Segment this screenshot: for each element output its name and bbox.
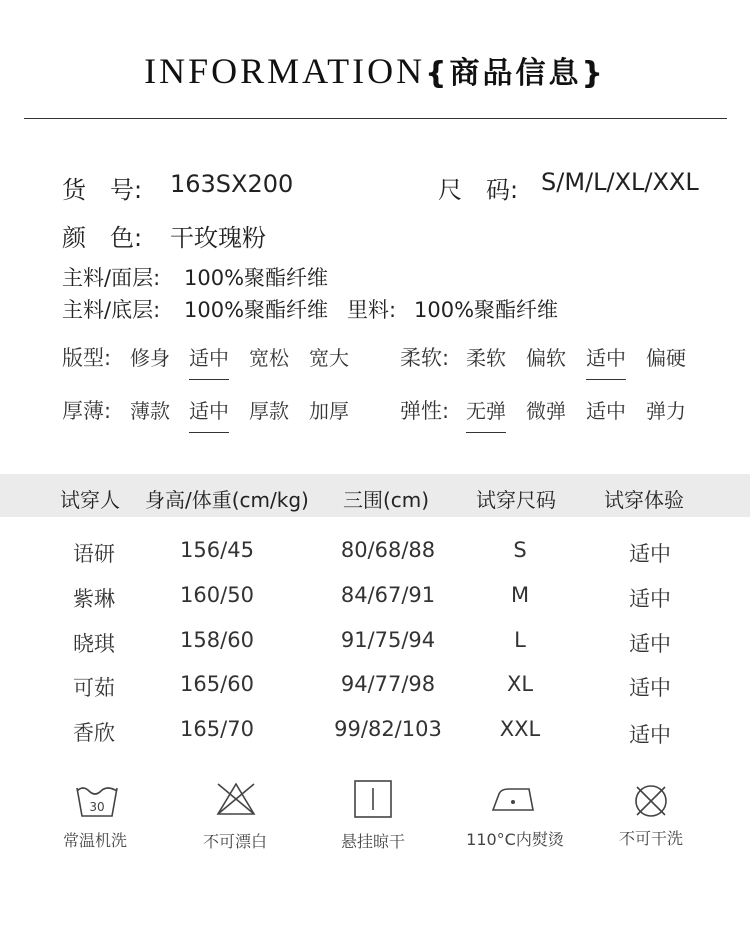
sku-label: 货 号:: [62, 176, 143, 204]
no-dry-clean-icon: [632, 782, 670, 820]
care-label-iron: 110°C内熨烫: [466, 830, 564, 849]
elasticity-option-3: 适中: [586, 399, 626, 423]
table-cell-experience: 适中: [629, 723, 671, 747]
table-cell-tester: 语研: [73, 542, 115, 566]
table-cell-experience: 适中: [629, 676, 671, 700]
softness-option-2: 偏软: [526, 346, 566, 370]
no-bleach-icon: [214, 780, 258, 818]
fit-option-3: 宽松: [249, 346, 289, 370]
main-face-label: 主料/面层:: [62, 266, 161, 290]
lining-label: 里料:: [347, 298, 397, 322]
table-cell-tester: 紫琳: [73, 587, 115, 611]
elasticity-option-2: 微弹: [526, 399, 566, 423]
thickness-label: 厚薄:: [62, 399, 112, 423]
thickness-option-4: 加厚: [309, 399, 349, 423]
table-cell-tester: 香欣: [73, 721, 115, 745]
table-cell-measurements: 84/67/91: [340, 583, 436, 607]
page-title: [0, 48, 750, 92]
table-cell-size: XL: [506, 672, 534, 696]
table-cell-measurements: 94/77/98: [340, 672, 436, 696]
table-cell-size: L: [514, 628, 526, 652]
wash-temp-text: 30: [89, 800, 105, 814]
main-bottom-value: 100%聚酯纤维: [184, 298, 329, 322]
title-divider: [24, 118, 727, 119]
sku-value: 163SX200: [170, 170, 294, 198]
care-label-wash: 常温机洗: [62, 831, 127, 850]
elasticity-label: 弹性:: [400, 399, 450, 423]
softness-option-4: 偏硬: [646, 346, 686, 370]
table-cell-height-weight: 156/45: [180, 538, 254, 562]
table-header-height-weight: 身高/体重(cm/kg): [145, 488, 309, 512]
elasticity-option-4: 弹力: [646, 399, 686, 423]
fit-option-1: 修身: [130, 346, 170, 370]
thickness-option-selected: 适中: [189, 395, 229, 433]
softness-label: 柔软:: [400, 346, 450, 370]
table-cell-size: M: [510, 583, 530, 607]
elasticity-option-selected: 无弹: [466, 395, 506, 433]
size-value: S/M/L/XL/XXL: [541, 168, 699, 196]
hang-dry-icon: [352, 778, 394, 820]
fit-option-selected: 适中: [189, 342, 229, 380]
table-cell-size: S: [513, 538, 527, 562]
thickness-option-1: 薄款: [130, 399, 170, 423]
table-cell-height-weight: 158/60: [180, 628, 254, 652]
thickness-option-3: 厚款: [249, 399, 289, 423]
softness-option-selected: 适中: [586, 342, 626, 380]
table-cell-height-weight: 165/60: [180, 672, 254, 696]
table-cell-experience: 适中: [629, 587, 671, 611]
iron-110-icon: [489, 784, 537, 814]
table-header-measurements: 三围(cm): [343, 488, 430, 512]
care-label-no-bleach: 不可漂白: [202, 832, 267, 851]
size-label: 尺 码:: [438, 176, 519, 204]
table-cell-measurements: 91/75/94: [340, 628, 436, 652]
color-value: 干玫瑰粉: [170, 224, 266, 252]
lining-value: 100%聚酯纤维: [414, 298, 559, 322]
table-cell-height-weight: 165/70: [180, 717, 254, 741]
table-cell-tester: 晓琪: [73, 632, 115, 656]
care-label-no-dry-clean: 不可干洗: [618, 829, 683, 848]
table-cell-size: XXL: [499, 717, 541, 741]
care-label-hang-dry: 悬挂晾干: [340, 832, 405, 851]
main-bottom-label: 主料/底层:: [62, 298, 161, 322]
table-cell-experience: 适中: [629, 632, 671, 656]
table-header-size: 试穿尺码: [476, 488, 556, 512]
title-zh: {商品信息}: [425, 56, 606, 91]
title-en: INFORMATION: [144, 51, 426, 91]
table-header-tester: 试穿人: [60, 488, 120, 512]
table-cell-height-weight: 160/50: [180, 583, 254, 607]
softness-option-1: 柔软: [466, 346, 506, 370]
table-cell-measurements: 99/82/103: [334, 717, 442, 741]
table-cell-measurements: 80/68/88: [340, 538, 436, 562]
table-cell-tester: 可茹: [73, 676, 115, 700]
table-cell-experience: 适中: [629, 542, 671, 566]
fit-option-4: 宽大: [309, 346, 349, 370]
wash-30-icon: [74, 782, 120, 820]
fit-label: 版型:: [62, 346, 112, 370]
table-header-experience: 试穿体验: [604, 488, 684, 512]
main-face-value: 100%聚酯纤维: [184, 266, 329, 290]
color-label: 颜 色:: [62, 224, 143, 252]
